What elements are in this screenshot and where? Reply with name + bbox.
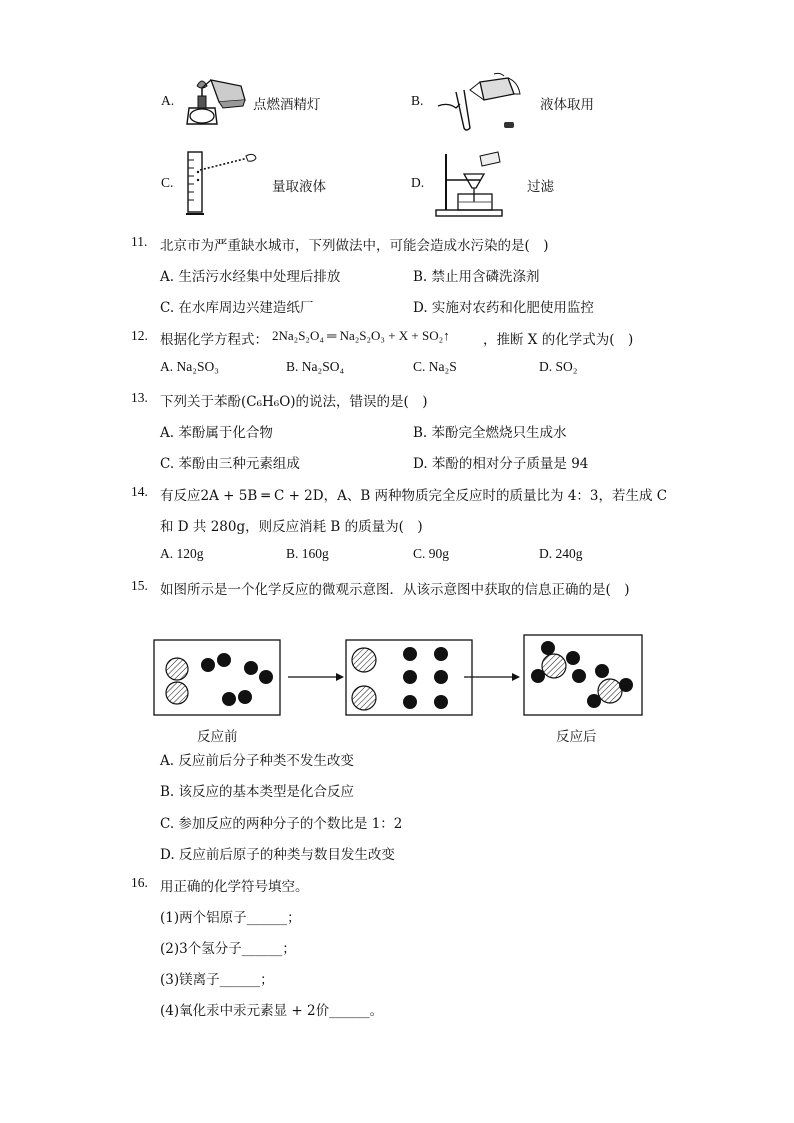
q15-option-c: C. 参加反应的两种分子的个数比是 1：2: [160, 816, 403, 832]
q13-option-c: C. 苯酚由三种元素组成: [160, 456, 300, 472]
q10-option-a-caption: 点燃酒精灯: [253, 97, 321, 113]
q11-option-b: B. 禁止用含磷洗涤剂: [413, 269, 540, 285]
q14-number: 14.: [131, 484, 148, 499]
q14-option-c: C. 90g: [413, 546, 450, 561]
q14-option-d: D. 240g: [539, 546, 583, 561]
q16-item-4: (4)氧化汞中汞元素显 + 2价______。: [160, 1003, 384, 1019]
q15-diagram-before-label: 反应前: [197, 729, 238, 745]
q12-number: 12.: [131, 328, 148, 343]
q12-stem-suffix: ，推断 X 的化学式为( ): [483, 332, 634, 348]
q15-option-b: B. 该反应的基本类型是化合反应: [160, 784, 355, 800]
q10-option-b-caption: 液体取用: [540, 97, 594, 113]
alcohol-lamp-icon: [183, 74, 253, 130]
q16-item-1: (1)两个铝原子______；: [160, 910, 301, 926]
q10-option-c-caption: 量取液体: [272, 179, 326, 195]
q16-item-3: (3)镁离子______；: [160, 972, 274, 988]
q15-diagram-after-label: 反应后: [556, 729, 597, 745]
q11-option-d: D. 实施对农药和化肥使用监控: [413, 300, 594, 316]
q10-option-d-letter: D.: [411, 175, 425, 190]
q14-option-a: A. 120g: [160, 546, 204, 561]
q13-stem: 下列关于苯酚(C₆H₆O)的说法，错误的是( ): [160, 394, 428, 410]
q13-option-b: B. 苯酚完全燃烧只生成水: [413, 425, 567, 441]
q13-option-d: D. 苯酚的相对分子质量是 94: [413, 456, 589, 472]
q15-option-a: A. 反应前后分子种类不发生改变: [160, 753, 354, 769]
q15-option-d: D. 反应前后原子的种类与数目发生改变: [160, 847, 395, 863]
q12-option-b: B. Na₂SO₄: [286, 359, 345, 374]
q15-stem: 如图所示是一个化学反应的微观示意图．从该示意图中获取的信息正确的是( ): [160, 582, 630, 598]
q14-stem-line2: 和 D 共 280g，则反应消耗 B 的质量为( ): [160, 519, 423, 535]
q10-option-a-letter: A.: [161, 93, 175, 108]
reaction-micro-diagram: [150, 630, 646, 722]
q11-stem: 北京市为严重缺水城市，下列做法中，可能会造成水污染的是( ): [160, 238, 549, 254]
q12-option-a: A. Na₂SO₃: [160, 359, 219, 374]
q10-option-b-letter: B.: [411, 93, 424, 108]
q10-option-c-letter: C.: [161, 175, 174, 190]
liquid-pouring-icon: [434, 72, 524, 132]
q13-option-a: A. 苯酚属于化合物: [160, 425, 273, 441]
q11-number: 11.: [131, 234, 148, 249]
q12-equation: 2Na₂S₂O₄ ═ Na₂S₂O₃ + X + SO₂↑: [272, 328, 450, 343]
q16-stem: 用正确的化学符号填空。: [160, 879, 309, 895]
q12-option-d: D. SO₂: [539, 359, 578, 374]
q11-option-a: A. 生活污水经集中处理后排放: [160, 269, 341, 285]
q11-option-c: C. 在水库周边兴建造纸厂: [160, 300, 314, 316]
q16-item-2: (2)3个氢分子______；: [160, 941, 296, 957]
filtration-icon: [434, 150, 514, 218]
q12-stem-prefix: 根据化学方程式：: [160, 332, 268, 348]
q16-number: 16.: [131, 875, 148, 890]
q12-option-c: C. Na₂S: [413, 359, 457, 374]
q10-option-d-caption: 过滤: [527, 179, 554, 195]
q14-stem-line1: 有反应2A + 5B ═ C + 2D，A、B 两种物质完全反应时的质量比为 4：3，若生成 C: [160, 488, 668, 504]
q15-number: 15.: [131, 578, 148, 593]
graduated-cylinder-icon: [184, 150, 264, 218]
q14-option-b: B. 160g: [286, 546, 329, 561]
q13-number: 13.: [131, 390, 148, 405]
